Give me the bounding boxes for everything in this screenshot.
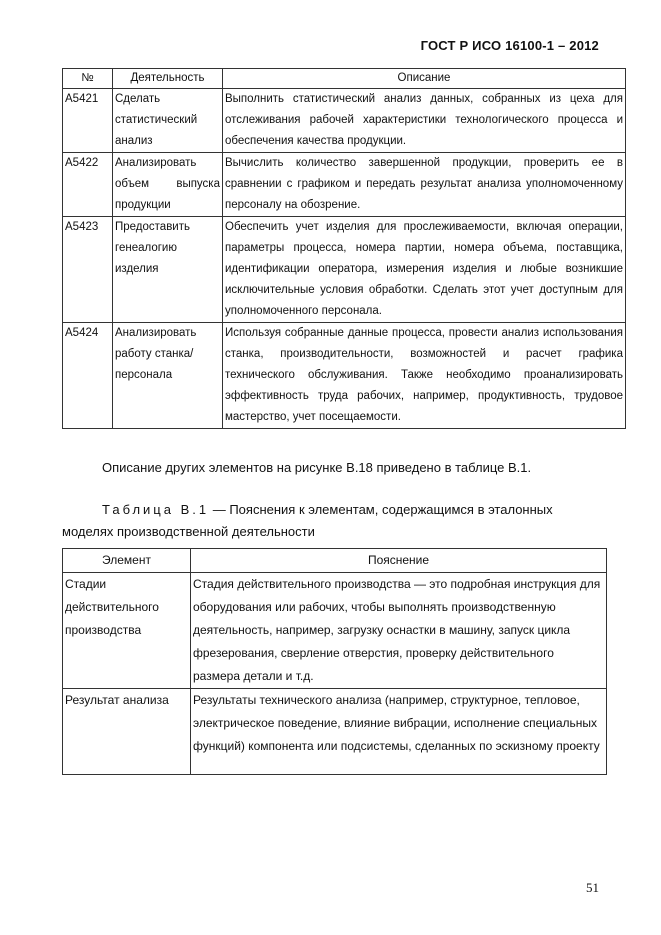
column-header-number: № [63, 69, 113, 89]
table-row [63, 689, 607, 775]
document-header: ГОСТ Р ИСО 16100-1 – 2012 [420, 38, 599, 53]
table-row [63, 153, 626, 217]
table-header-row [63, 549, 607, 573]
elements-table [62, 548, 607, 775]
element-name: Стадии действительного производства [63, 573, 191, 689]
activity-description: Обеспечить учет изделия для прослеживаемости, включая операции, параметры процесса, номера партии, номера объема, поставщика, идентификации оператора, измерения изделия и любые возникшие исключительные условия обработки. Сделать этот учет доступным для уполномоченного персонала. [223, 217, 626, 323]
table-row [63, 89, 626, 153]
activity-number: A5423 [63, 217, 113, 323]
body-paragraph: Описание других элементов на рисунке В.18 приведено в таблице В.1. [102, 460, 532, 475]
activity-name: Анализировать объем выпуска продукции [113, 153, 223, 217]
column-header-explanation: Пояснение [191, 549, 607, 573]
activity-number: A5422 [63, 153, 113, 217]
activity-number: A5421 [63, 89, 113, 153]
table-header-row [63, 69, 626, 89]
activity-number: A5424 [63, 323, 113, 429]
column-header-element: Элемент [63, 549, 191, 573]
table-caption [102, 499, 553, 521]
table-row [63, 573, 607, 689]
activities-table [62, 68, 626, 429]
element-explanation: Результаты технического анализа (например, структурное, тепловое, электрическое поведение, влияние вибрации, исполнение специальных функций) компонента или подсистемы, сделанных по эскизному проекту [191, 689, 607, 775]
activity-name: Предоставить генеалогию изделия [113, 217, 223, 323]
table-caption-label: Таблица В.1 [102, 502, 210, 517]
element-name: Результат анализа [63, 689, 191, 775]
column-header-description: Описание [223, 69, 626, 89]
activity-description: Используя собранные данные процесса, провести анализ использования станка, производительности, возможностей и расчет графика технического обслуживания. Также необходимо проанализировать эффективность труда рабочих, например, продуктивность, трудовое мастерство, учет посещаемости. [223, 323, 626, 429]
activity-name: Анализировать работу станка/персонала [113, 323, 223, 429]
table-row [63, 217, 626, 323]
table-caption-continuation: моделях производственной деятельности [62, 524, 315, 539]
table-caption-text: — Пояснения к элементам, содержащимся в эталонных [209, 502, 553, 517]
page-number: 51 [586, 880, 599, 895]
activity-description: Выполнить статистический анализ данных, собранных из цеха для отслеживания рабочей характеристики технологического процесса и обеспечения качества продукции. [223, 89, 626, 153]
table-row [63, 323, 626, 429]
activity-name: Сделать статистический анализ [113, 89, 223, 153]
element-explanation: Стадия действительного производства — это подробная инструкция для оборудования или рабочих, чтобы выполнять производственную деятельность, например, загрузку оснастки в машину, запуск цикла фрезерования, сверление отверстия, проверку действительного размера детали и т.д. [191, 573, 607, 689]
column-header-activity: Деятельность [113, 69, 223, 89]
activity-description: Вычислить количество завершенной продукции, проверить ее в сравнении с графиком и передать результат анализа уполномоченному персоналу на обозрение. [223, 153, 626, 217]
